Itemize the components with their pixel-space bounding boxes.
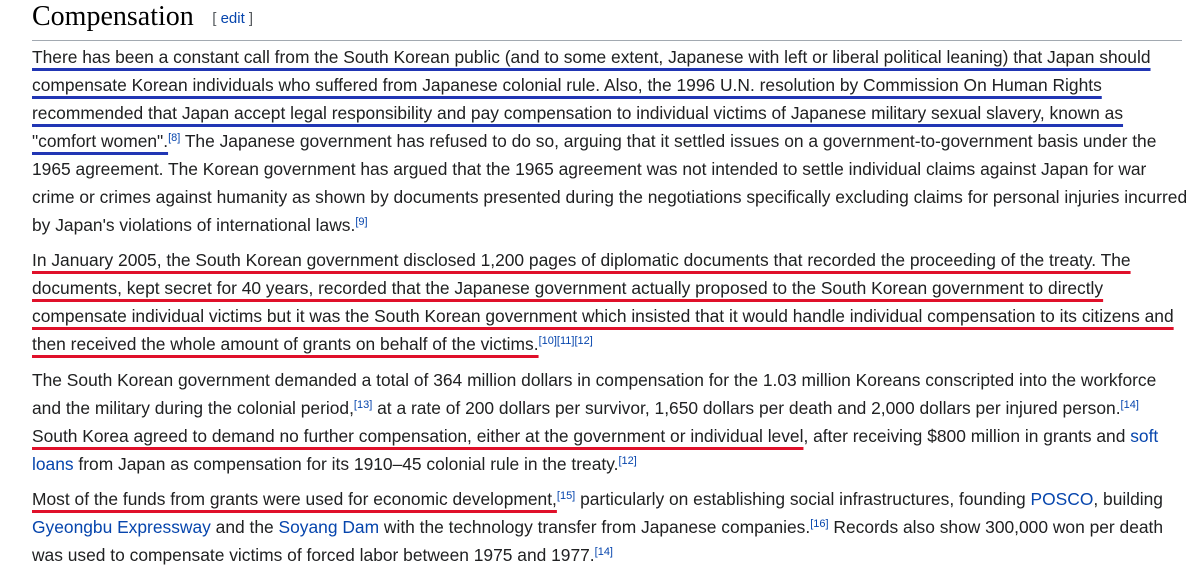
p2-line-2: documents, kept secret for 40 years, recorded that the Japanese government actually proposed to the South Korean government to directly bbox=[32, 278, 1104, 298]
p1-line-7-text: by Japan's violations of international laws. bbox=[32, 215, 356, 235]
paragraph-4 bbox=[32, 485, 1192, 569]
ref-15[interactable]: [15] bbox=[556, 490, 576, 502]
p4-line-1a: Most of the funds from grants were used for economic development, bbox=[32, 489, 557, 509]
p4-line-3-text: was used to compensate victims of forced labor between 1975 and 1977. bbox=[32, 545, 595, 565]
p4-line-2d: Records also show 300,000 won per death bbox=[828, 517, 1164, 537]
p4-line-1b: particularly on establishing social infrastructures, founding bbox=[575, 489, 1031, 509]
paragraph-1 bbox=[32, 43, 1192, 239]
posco-link[interactable]: POSCO bbox=[1030, 489, 1094, 509]
p3-line-3 bbox=[32, 422, 1192, 450]
p3-line-2 bbox=[32, 394, 1192, 422]
p1-line-4 bbox=[32, 127, 1192, 155]
p1-line-7 bbox=[32, 211, 1192, 239]
p4-line-2 bbox=[32, 513, 1192, 541]
p2-line-4-text: then received the whole amount of grants on behalf of the victims. bbox=[32, 334, 539, 354]
p1-line-3: recommended that Japan accept legal responsibility and pay compensation to individual victims of Japanese military sexual slavery, known as bbox=[32, 103, 1124, 123]
section-title: Compensation bbox=[32, 1, 194, 32]
ref-9[interactable]: [9] bbox=[355, 216, 368, 228]
p3-line-2a: and the military during the colonial period, bbox=[32, 398, 354, 418]
soyang-dam-link[interactable]: Soyang Dam bbox=[278, 517, 380, 537]
p4-line-3 bbox=[32, 541, 1192, 569]
p2-line-3: compensate individual victims but it was the South Korean government which insisted that it would handle individual compensation to its citizens and bbox=[32, 306, 1174, 326]
ref-12[interactable]: [12] bbox=[618, 455, 637, 467]
p3-line-4b: from Japan as compensation for its 1910–45 colonial rule in the treaty. bbox=[73, 454, 619, 474]
p4-line-1 bbox=[32, 485, 1192, 513]
p3-line-2b: at a rate of 200 dollars per survivor, 1,650 dollars per death and 2,000 dollars per injured person. bbox=[372, 398, 1121, 418]
edit-bracket-open: [ bbox=[212, 10, 217, 27]
refs-10-11-12[interactable]: [10][11][12] bbox=[538, 335, 593, 347]
edit-section bbox=[212, 10, 253, 27]
section-heading bbox=[32, 0, 1182, 41]
p3-line-3a: South Korea agreed to demand no further compensation, either at the government or individual level bbox=[32, 426, 804, 446]
edit-bracket-close: ] bbox=[248, 10, 254, 27]
p4-line-1c: , building bbox=[1093, 489, 1163, 509]
p1-line-4-rest: The Japanese government has refused to do so, arguing that it settled issues on a government-to-government basis under the bbox=[180, 131, 1157, 151]
p4-line-2b: and the bbox=[210, 517, 279, 537]
ref-14[interactable]: [14] bbox=[1120, 399, 1139, 411]
gyeongbu-expressway-link[interactable]: Gyeongbu Expressway bbox=[32, 517, 211, 537]
p3-line-3b: , after receiving $800 million in grants and bbox=[803, 426, 1131, 446]
p1-line-1: There has been a constant call from the South Korean public (and to some extent, Japanese with left or liberal political leaning) that Japan should bbox=[32, 47, 1151, 67]
ref-13[interactable]: [13] bbox=[353, 399, 373, 411]
p1-line-5: 1965 agreement. The Korean government has argued that the 1965 agreement was not intended to settle individual claims against Japan for war bbox=[32, 159, 1147, 179]
ref-8[interactable]: [8] bbox=[168, 132, 181, 144]
ref-16[interactable]: [16] bbox=[810, 518, 829, 530]
p2-line-1: In January 2005, the South Korean government disclosed 1,200 pages of diplomatic documents that recorded the proceeding of the treaty. The bbox=[32, 250, 1131, 270]
soft-loans-link[interactable]: soft bbox=[1130, 426, 1159, 446]
paragraph-3 bbox=[32, 366, 1192, 478]
p1-line-6: crime or crimes against humanity as shown by documents presented during the negotiations specifically excluding claims for personal injuries incurred bbox=[32, 187, 1188, 207]
p3-line-4 bbox=[32, 450, 1192, 478]
p2-line-4 bbox=[32, 330, 1192, 358]
p4-line-2c: with the technology transfer from Japanese companies. bbox=[379, 517, 811, 537]
paragraph-2 bbox=[32, 246, 1192, 358]
ref-14b[interactable]: [14] bbox=[594, 546, 613, 558]
comfort-women-text: "comfort women". bbox=[32, 131, 169, 151]
p1-line-2: compensate Korean individuals who suffered from Japanese colonial rule. Also, the 1996 U.N. resolution by Commission On Human Rights bbox=[32, 75, 1102, 95]
p3-line-1: The South Korean government demanded a total of 364 million dollars in compensation for the 1.03 million Koreans conscripted into the workforce bbox=[32, 370, 1157, 390]
soft-loans-link-2[interactable]: loans bbox=[32, 454, 74, 474]
edit-link[interactable]: edit bbox=[220, 10, 245, 27]
